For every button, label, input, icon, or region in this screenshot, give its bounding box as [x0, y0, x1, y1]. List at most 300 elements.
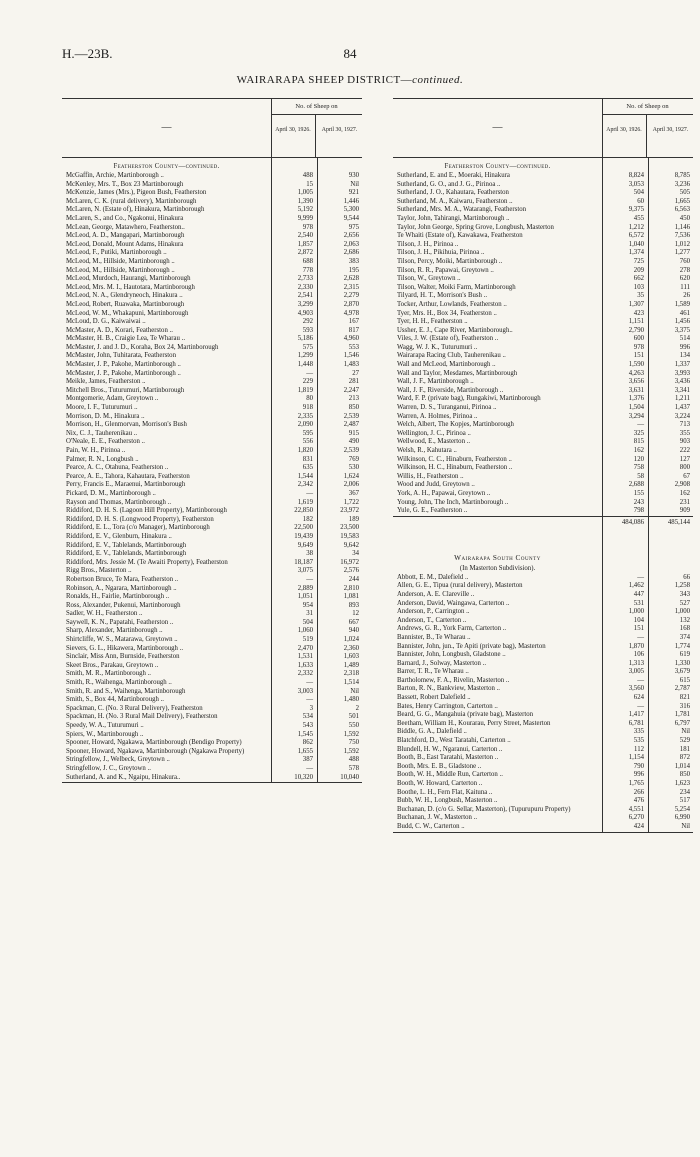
table-row	[393, 301, 693, 310]
holder-name: McLeod, N. A., Glendryneoch, Hinakura ..	[66, 292, 183, 300]
sheep-1927: 134	[679, 352, 690, 360]
sheep-1926: —	[637, 676, 644, 684]
holder-name: Stringfellow, J. C., Greytown ..	[66, 764, 151, 772]
table-row	[62, 567, 362, 576]
sheep-1926: 488	[302, 172, 313, 179]
sheep-1926: 3,299	[297, 300, 313, 308]
table-row	[62, 662, 362, 671]
sheep-1927: 231	[679, 498, 690, 506]
sheep-1927: 244	[348, 575, 359, 583]
right-table-body	[393, 158, 693, 833]
holder-name: Andrews, G. R., York Farm, Carterton ..	[397, 625, 507, 633]
table-row	[62, 241, 362, 250]
sheep-1927: 713	[679, 421, 690, 429]
holder-name: Booth, W. Howard, Carterton ..	[397, 780, 483, 787]
table-row	[62, 490, 362, 499]
sheep-1926: 504	[633, 189, 644, 197]
sheep-1927: Nil	[350, 180, 359, 188]
table-row	[393, 370, 693, 379]
sheep-1926: 387	[302, 756, 313, 764]
sheep-1926: 535	[633, 737, 644, 745]
holder-name: Wood and Judd, Greytown ..	[397, 481, 475, 489]
holder-name: Mitchell Bros., Tuturumuri, Martinborough	[66, 386, 185, 394]
sheep-1927: 3,436	[674, 378, 690, 386]
year-1927-header: April 30, 1927.	[652, 127, 689, 133]
table-row	[62, 713, 362, 722]
sheep-1926: 1,374	[628, 249, 644, 257]
table-row	[62, 464, 362, 473]
sheep-1926: 1,417	[628, 711, 644, 719]
sheep-1926: 593	[302, 326, 313, 334]
sheep-1927: 27	[352, 369, 359, 377]
sheep-1927: 3,993	[674, 369, 690, 377]
sheep-1927: 3,236	[674, 180, 690, 188]
sheep-1926: 4,903	[297, 309, 313, 317]
holder-name: Sutherland, A. and K., Ngaipu, Hinakura..	[66, 773, 181, 781]
sheep-1927: 2,487	[343, 421, 359, 429]
table-row	[62, 670, 362, 679]
sheep-1927: 278	[679, 266, 690, 274]
table-row	[393, 660, 693, 669]
county-total-row	[393, 516, 693, 528]
holder-name: Bannister, B., Te Wharau ..	[397, 633, 471, 641]
holder-name: Anderson, A. E. Clareville ..	[397, 590, 475, 598]
sheep-1926: 423	[633, 309, 644, 317]
sheep-1927: 620	[679, 275, 690, 283]
sheep-1926: 3,075	[297, 567, 313, 575]
sheep-count-header	[602, 99, 693, 157]
holder-name: Spackman, H. (No. 3 Rural Mail Delivery), Featherston	[66, 713, 218, 721]
holder-name: McMaster, J. P., Pakohe, Martinborough ..	[66, 361, 181, 369]
sheep-1926: 6,572	[628, 232, 644, 240]
sheep-1927: 67	[683, 472, 690, 480]
sheep-1927: 850	[679, 771, 690, 779]
sheep-1926: 22,500	[294, 524, 313, 532]
sheep-1926: 1,448	[297, 361, 313, 369]
table-row	[393, 780, 693, 789]
sheep-1926: 162	[633, 447, 644, 454]
sheep-1926: 831	[302, 455, 313, 463]
sheep-header-label: No. of Sheep on	[271, 99, 362, 115]
table-row	[393, 685, 693, 694]
table-row	[62, 198, 362, 207]
holder-name: Beard, G. G., Mangahuia (private bag), Masterton	[397, 711, 534, 719]
table-row	[393, 361, 693, 370]
holder-name: Bannister, John, Longbush, Gladstone ..	[397, 651, 506, 659]
holder-name: Shirtcliffe, W. S., Matarawa, Greytown ..	[66, 636, 178, 644]
sheep-1926: 2,335	[297, 412, 313, 420]
holder-name: Spackman, C. (No. 3 Rural Delivery), Featherston	[66, 704, 203, 712]
holder-name: Viles, J. W. (Estate of), Featherston ..	[397, 335, 499, 343]
holder-name: Bannister, John, jun., Te Apiti (private bag), Masterton	[397, 642, 546, 650]
sheep-1926: 1,060	[297, 627, 313, 635]
sheep-1927: 1,146	[674, 223, 690, 231]
table-row	[62, 327, 362, 336]
holder-name: McLeod, A. D., Mangapari, Martinborough	[66, 232, 185, 240]
table-row	[62, 430, 362, 439]
holder-name: Tilyard, H. T., Morrison's Bush ..	[397, 292, 488, 300]
holder-name: Welch, Albert, The Kopjes, Martinborough	[397, 421, 514, 429]
holder-name: Bassett, Robert Dalefield ..	[397, 694, 471, 702]
sheep-1926: 6,781	[628, 719, 644, 727]
table-row	[393, 582, 693, 591]
holder-name: Blatchford, D., West Taratahi, Carterton ..	[397, 737, 511, 745]
table-row	[393, 754, 693, 763]
table-row	[393, 711, 693, 720]
sheep-1926: 978	[302, 223, 313, 231]
table-row	[62, 542, 362, 551]
sheep-1927: 769	[348, 455, 359, 463]
holder-name: Spooner, Howard, Ngakawa, Martinborough (Bendigo Property)	[66, 739, 242, 747]
table-row	[62, 206, 362, 215]
sheep-1926: 1,051	[297, 593, 313, 601]
sheep-1926: 104	[633, 616, 644, 624]
holder-name: Barrer, T. R., Te Wharau ..	[397, 668, 469, 676]
sheep-1926: 35	[637, 292, 644, 300]
page-title	[0, 74, 700, 86]
sheep-1927: 996	[679, 343, 690, 351]
holder-name: McLeod, Murdoch, Haurangi, Martinborough	[66, 275, 191, 283]
table-row	[62, 395, 362, 404]
total-1926: 484,086	[621, 518, 644, 526]
table-row	[393, 823, 693, 832]
sheep-1926: 112	[634, 745, 644, 753]
holder-name: Sinclair, Miss Ann, Burnside, Featherston	[66, 653, 180, 661]
sheep-1927: 8,785	[674, 172, 690, 179]
holder-name: Booth, B., East Taratahi, Masterton ..	[397, 754, 499, 762]
holder-name: Meikle, James, Featherston ..	[66, 378, 146, 386]
sheep-1927: 1,330	[674, 659, 690, 667]
sheep-1927: 975	[348, 223, 359, 231]
table-row	[393, 352, 693, 361]
sheep-1926: 1,151	[628, 318, 644, 326]
sheep-1927: 23,972	[340, 507, 359, 515]
table-row	[393, 318, 693, 327]
sheep-1927: Nil	[350, 687, 359, 695]
holder-name: Perry, Francis E., Maraenui, Martinborough	[66, 481, 186, 489]
sheep-1926: 120	[633, 455, 644, 463]
sheep-1927: 750	[348, 739, 359, 747]
sheep-1926: 725	[633, 257, 644, 265]
holder-name: Ussher, E. J., Cape River, Martinborough..	[397, 326, 513, 334]
table-row	[393, 720, 693, 729]
holder-name: Buchanan, J. W., Masterton ..	[397, 814, 478, 822]
sheep-1926: 455	[633, 214, 644, 222]
table-row	[393, 327, 693, 336]
table-row	[62, 387, 362, 396]
sheep-1926: 2,540	[297, 232, 313, 240]
holder-name: Allen, G. E., Tipua (rural delivery), Masterton	[397, 582, 523, 590]
holder-name: Buchanan, D. (c/o G. Sellar, Masterton), (Tupurupuru Property)	[397, 805, 571, 813]
table-row	[62, 310, 362, 319]
sheep-1927: 2,279	[343, 292, 359, 300]
sheep-1927: 2,315	[343, 283, 359, 291]
left-column	[62, 98, 362, 783]
table-row	[62, 413, 362, 422]
holder-name: Tilson, J. H., Pirinoa ..	[397, 240, 459, 248]
holder-name: Wall, J. F., Martinborough ..	[397, 378, 474, 386]
sheep-1927: 514	[679, 335, 690, 343]
table-row	[62, 301, 362, 310]
sheep-1927: 553	[348, 343, 359, 351]
sheep-1926: —	[637, 702, 644, 710]
sheep-1926: 1,504	[628, 404, 644, 412]
holder-name: Nix, C. J., Tauherenikau ..	[66, 429, 138, 437]
sheep-1926: 424	[633, 822, 644, 830]
sheep-1927: 1,546	[343, 352, 359, 360]
sheep-1926: 58	[637, 472, 644, 480]
holder-name: McGaffin, Archie, Martinborough ..	[66, 172, 164, 179]
table-row	[62, 645, 362, 654]
sheep-1926: 266	[633, 788, 644, 796]
sheep-1927: 940	[348, 627, 359, 635]
sheep-1926: 531	[633, 599, 644, 607]
table-row	[393, 574, 693, 583]
sheep-1927: 6,563	[674, 206, 690, 214]
sheep-1926: 2,889	[297, 584, 313, 592]
sheep-1926: 3,631	[628, 386, 644, 394]
sheep-1927: 1,722	[343, 498, 359, 506]
holder-name: Wellwood, E., Masterton ..	[397, 438, 471, 446]
sheep-1927: 667	[348, 618, 359, 626]
table-row	[62, 447, 362, 456]
holder-name: McLaren, C. K. (rural delivery), Martinborough	[66, 197, 197, 205]
sheep-1926: —	[306, 489, 313, 497]
holder-name: Welsh, R., Kahutara ..	[397, 447, 457, 454]
sheep-1927: 1,665	[674, 197, 690, 205]
holder-name: Morrison, H., Glenmorvan, Morrison's Bush	[66, 421, 187, 429]
sheep-1927: 222	[679, 447, 690, 454]
holder-name: McLaren, S., and Co., Ngakonui, Hinakura	[66, 214, 184, 222]
table-row	[393, 591, 693, 600]
sheep-count-header	[271, 99, 362, 157]
table-row	[393, 746, 693, 755]
sheep-1927: 1,589	[674, 300, 690, 308]
sheep-1926: 106	[633, 651, 644, 659]
holder-name: Wilkinson, H. C., Hinaburn, Featherston ..	[397, 464, 513, 472]
holder-name: Booth, Mrs. E. B., Gladstone ..	[397, 762, 482, 770]
holder-name: Tilson, J. H., Pikihuia, Pirinoa ..	[397, 249, 485, 257]
table-row	[393, 473, 693, 482]
sheep-1926: 688	[302, 257, 313, 265]
table-row	[62, 275, 362, 284]
sheep-1927: 383	[348, 257, 359, 265]
sheep-1926: 3,294	[628, 412, 644, 420]
sheep-1927: 1,024	[343, 636, 359, 644]
table-row	[393, 651, 693, 660]
table-row	[393, 224, 693, 233]
title-main: WAIRARAPA SHEEP DISTRICT—	[236, 74, 413, 86]
sheep-1926: 954	[302, 601, 313, 609]
holder-name: Biddle, G. A., Dalefield ..	[397, 728, 467, 736]
sheep-1927: Nil	[681, 822, 690, 830]
table-row	[62, 473, 362, 482]
holder-name: Smith, M. R., Martinborough ..	[66, 670, 151, 678]
holder-name: McLaren, N. (Estate of), Hinakura, Martinborough	[66, 206, 205, 214]
sheep-1927: 903	[679, 438, 690, 446]
sheep-1926: 3	[309, 704, 313, 712]
sheep-1927: 2,318	[343, 670, 359, 678]
table-row	[393, 378, 693, 387]
table-row	[393, 344, 693, 353]
holder-name: Stringfellow, J., Welbeck, Greytown ..	[66, 756, 170, 764]
sheep-1926: 15	[306, 180, 313, 188]
sheep-1926: 60	[637, 197, 644, 205]
sheep-1927: 3,375	[674, 326, 690, 334]
sheep-1927: 19,583	[340, 532, 359, 540]
table-row	[393, 643, 693, 652]
sheep-1927: 2,686	[343, 249, 359, 257]
table-row	[62, 739, 362, 748]
sheep-1927: 517	[679, 797, 690, 805]
sheep-1927: 195	[348, 266, 359, 274]
sheep-1926: 1,633	[297, 661, 313, 669]
holder-name: Sutherland, E. and E., Moeraki, Hinakura	[397, 172, 510, 179]
table-row	[393, 507, 693, 516]
table-row	[62, 378, 362, 387]
table-row	[62, 370, 362, 379]
sheep-1927: 800	[679, 464, 690, 472]
sheep-1926: 5,192	[297, 206, 313, 214]
sheep-1926: 556	[302, 438, 313, 446]
sheep-1926: 2,790	[628, 326, 644, 334]
sheep-1927: 181	[679, 745, 690, 753]
sheep-1927: 3,224	[674, 412, 690, 420]
holder-name: Skeet Bros., Parakau, Greytown ..	[66, 661, 159, 669]
table-row	[393, 335, 693, 344]
sheep-1927: 1,081	[343, 593, 359, 601]
sheep-1927: 16,972	[340, 558, 359, 566]
table-row	[393, 600, 693, 609]
sheep-1927: 213	[348, 395, 359, 403]
sheep-1927: 5,300	[343, 206, 359, 214]
holder-name: Smith, R. and S., Waihenga, Martinborough	[66, 687, 186, 695]
sheep-1926: 335	[633, 728, 644, 736]
table-row	[62, 292, 362, 301]
table-row	[62, 576, 362, 585]
table-row	[62, 679, 362, 688]
sheep-1927: 1,337	[674, 361, 690, 369]
table-row	[62, 456, 362, 465]
holder-name: Sievers, G. L., Hikawera, Martinborough ..	[66, 644, 184, 652]
holder-name: Tilson, Percy, Moiki, Martinborough ..	[397, 257, 503, 265]
table-row	[393, 284, 693, 293]
holder-name: McLeod, M., Hillside, Martinborough ..	[66, 266, 175, 274]
sheep-1927: 7,536	[674, 232, 690, 240]
table-row	[393, 215, 693, 224]
holder-name: McMaster, J. P., Pakohe, Martinborough ..	[66, 369, 181, 377]
sheep-1926: 2,342	[297, 481, 313, 489]
sheep-1926: 815	[633, 438, 644, 446]
table-row	[393, 728, 693, 737]
sheep-1926: 635	[302, 464, 313, 472]
sheep-1927: 1,514	[343, 679, 359, 687]
holder-name: Wall and Taylor, Mesdames, Martinborough	[397, 369, 518, 377]
table-row	[62, 765, 362, 774]
sheep-1926: 1,376	[628, 395, 644, 403]
sheep-1926: 662	[633, 275, 644, 283]
sheep-1927: 9,544	[343, 214, 359, 222]
holder-name: Taylor, John George, Spring Grove, Longbush, Masterton	[397, 223, 554, 231]
holder-name: Montgomerie, Adam, Greytown ..	[66, 395, 159, 403]
right-column	[393, 98, 693, 833]
sheep-1926: 2,330	[297, 283, 313, 291]
sheep-1926: 3,003	[297, 687, 313, 695]
sheep-1926: 534	[302, 713, 313, 721]
table-row	[393, 310, 693, 319]
table-row	[393, 241, 693, 250]
table-row	[62, 559, 362, 568]
holder-name: Sadler, W. H., Featherston ..	[66, 610, 143, 618]
sheep-1926: —	[306, 575, 313, 583]
table-row	[62, 335, 362, 344]
sheep-1927: 760	[679, 257, 690, 265]
sheep-1927: 1,014	[674, 762, 690, 770]
section-heading: Featherston County—continued.	[113, 163, 220, 170]
sheep-1927: 1,277	[674, 249, 690, 257]
sheep-1927: 461	[679, 309, 690, 317]
table-row	[393, 814, 693, 823]
sheep-1926: 103	[633, 283, 644, 291]
holder-name: Sutherland, M. A., Kaiwaru, Featherston ..	[397, 197, 513, 205]
table-row	[62, 636, 362, 645]
sheep-1927: 234	[679, 788, 690, 796]
year-1926-header: April 30, 1926.	[602, 115, 647, 157]
holder-name: Taylor, John, Tahirangi, Martinborough ..	[397, 214, 510, 222]
table-row	[62, 524, 362, 533]
table-row	[62, 249, 362, 258]
sheep-1927: 1,483	[343, 361, 359, 369]
table-row	[393, 404, 693, 413]
sheep-1927: 1,456	[674, 318, 690, 326]
sheep-1926: 862	[302, 739, 313, 747]
sheep-1927: 1,781	[674, 711, 690, 719]
sheep-1926: 1,313	[628, 659, 644, 667]
holder-name: Beetham, William H., Kourarau, Perry Street, Masterton	[397, 719, 551, 727]
table-row	[393, 430, 693, 439]
holder-name: Bubb, W. H., Longbush, Masterton ..	[397, 797, 498, 805]
sheep-1927: 167	[348, 318, 359, 326]
table-row	[393, 275, 693, 284]
year-1927-header: April 30, 1927.	[321, 127, 358, 133]
sheep-1926: 209	[633, 266, 644, 274]
table-row	[393, 737, 693, 746]
holder-name: Tilson, Walter, Moiki Farm, Martinborough	[397, 283, 516, 291]
sheep-1927: 6,797	[674, 719, 690, 727]
holder-name: Wall, J. F., Riverside, Martinborough ..	[397, 386, 504, 394]
sheep-1927: 9,642	[343, 541, 359, 549]
holder-name: Spiers, W., Martinborough ..	[66, 730, 144, 738]
sheep-1926: 447	[633, 590, 644, 598]
holder-name: Pearce, A. C., Otahuna, Featherston ..	[66, 464, 169, 472]
page-header	[0, 46, 700, 66]
table-row	[393, 668, 693, 677]
table-row	[62, 258, 362, 267]
holder-name: Tyer, Mrs. H., Box 34, Featherston ..	[397, 309, 497, 317]
holder-name: Bartholomew, F. A., Rivelin, Masterton ..	[397, 676, 510, 684]
holder-name: Sutherland, Mrs. M. A., Watarangi, Featherston	[397, 206, 527, 214]
sheep-1927: 501	[348, 713, 359, 721]
table-row	[62, 499, 362, 508]
sheep-1927: 4,960	[343, 335, 359, 343]
holder-name: Booth, W. H., Middle Run, Carterton ..	[397, 771, 503, 779]
holder-name: Moore, I. F., Tuturumuri ..	[66, 404, 138, 412]
sheep-1926: 1,462	[628, 582, 644, 590]
sheep-1926: 1,544	[297, 472, 313, 480]
sheep-1926: 1,531	[297, 653, 313, 661]
holder-name: Barton, R. N., Bankview, Masterton ..	[397, 685, 501, 693]
sheep-1926: 624	[633, 694, 644, 702]
